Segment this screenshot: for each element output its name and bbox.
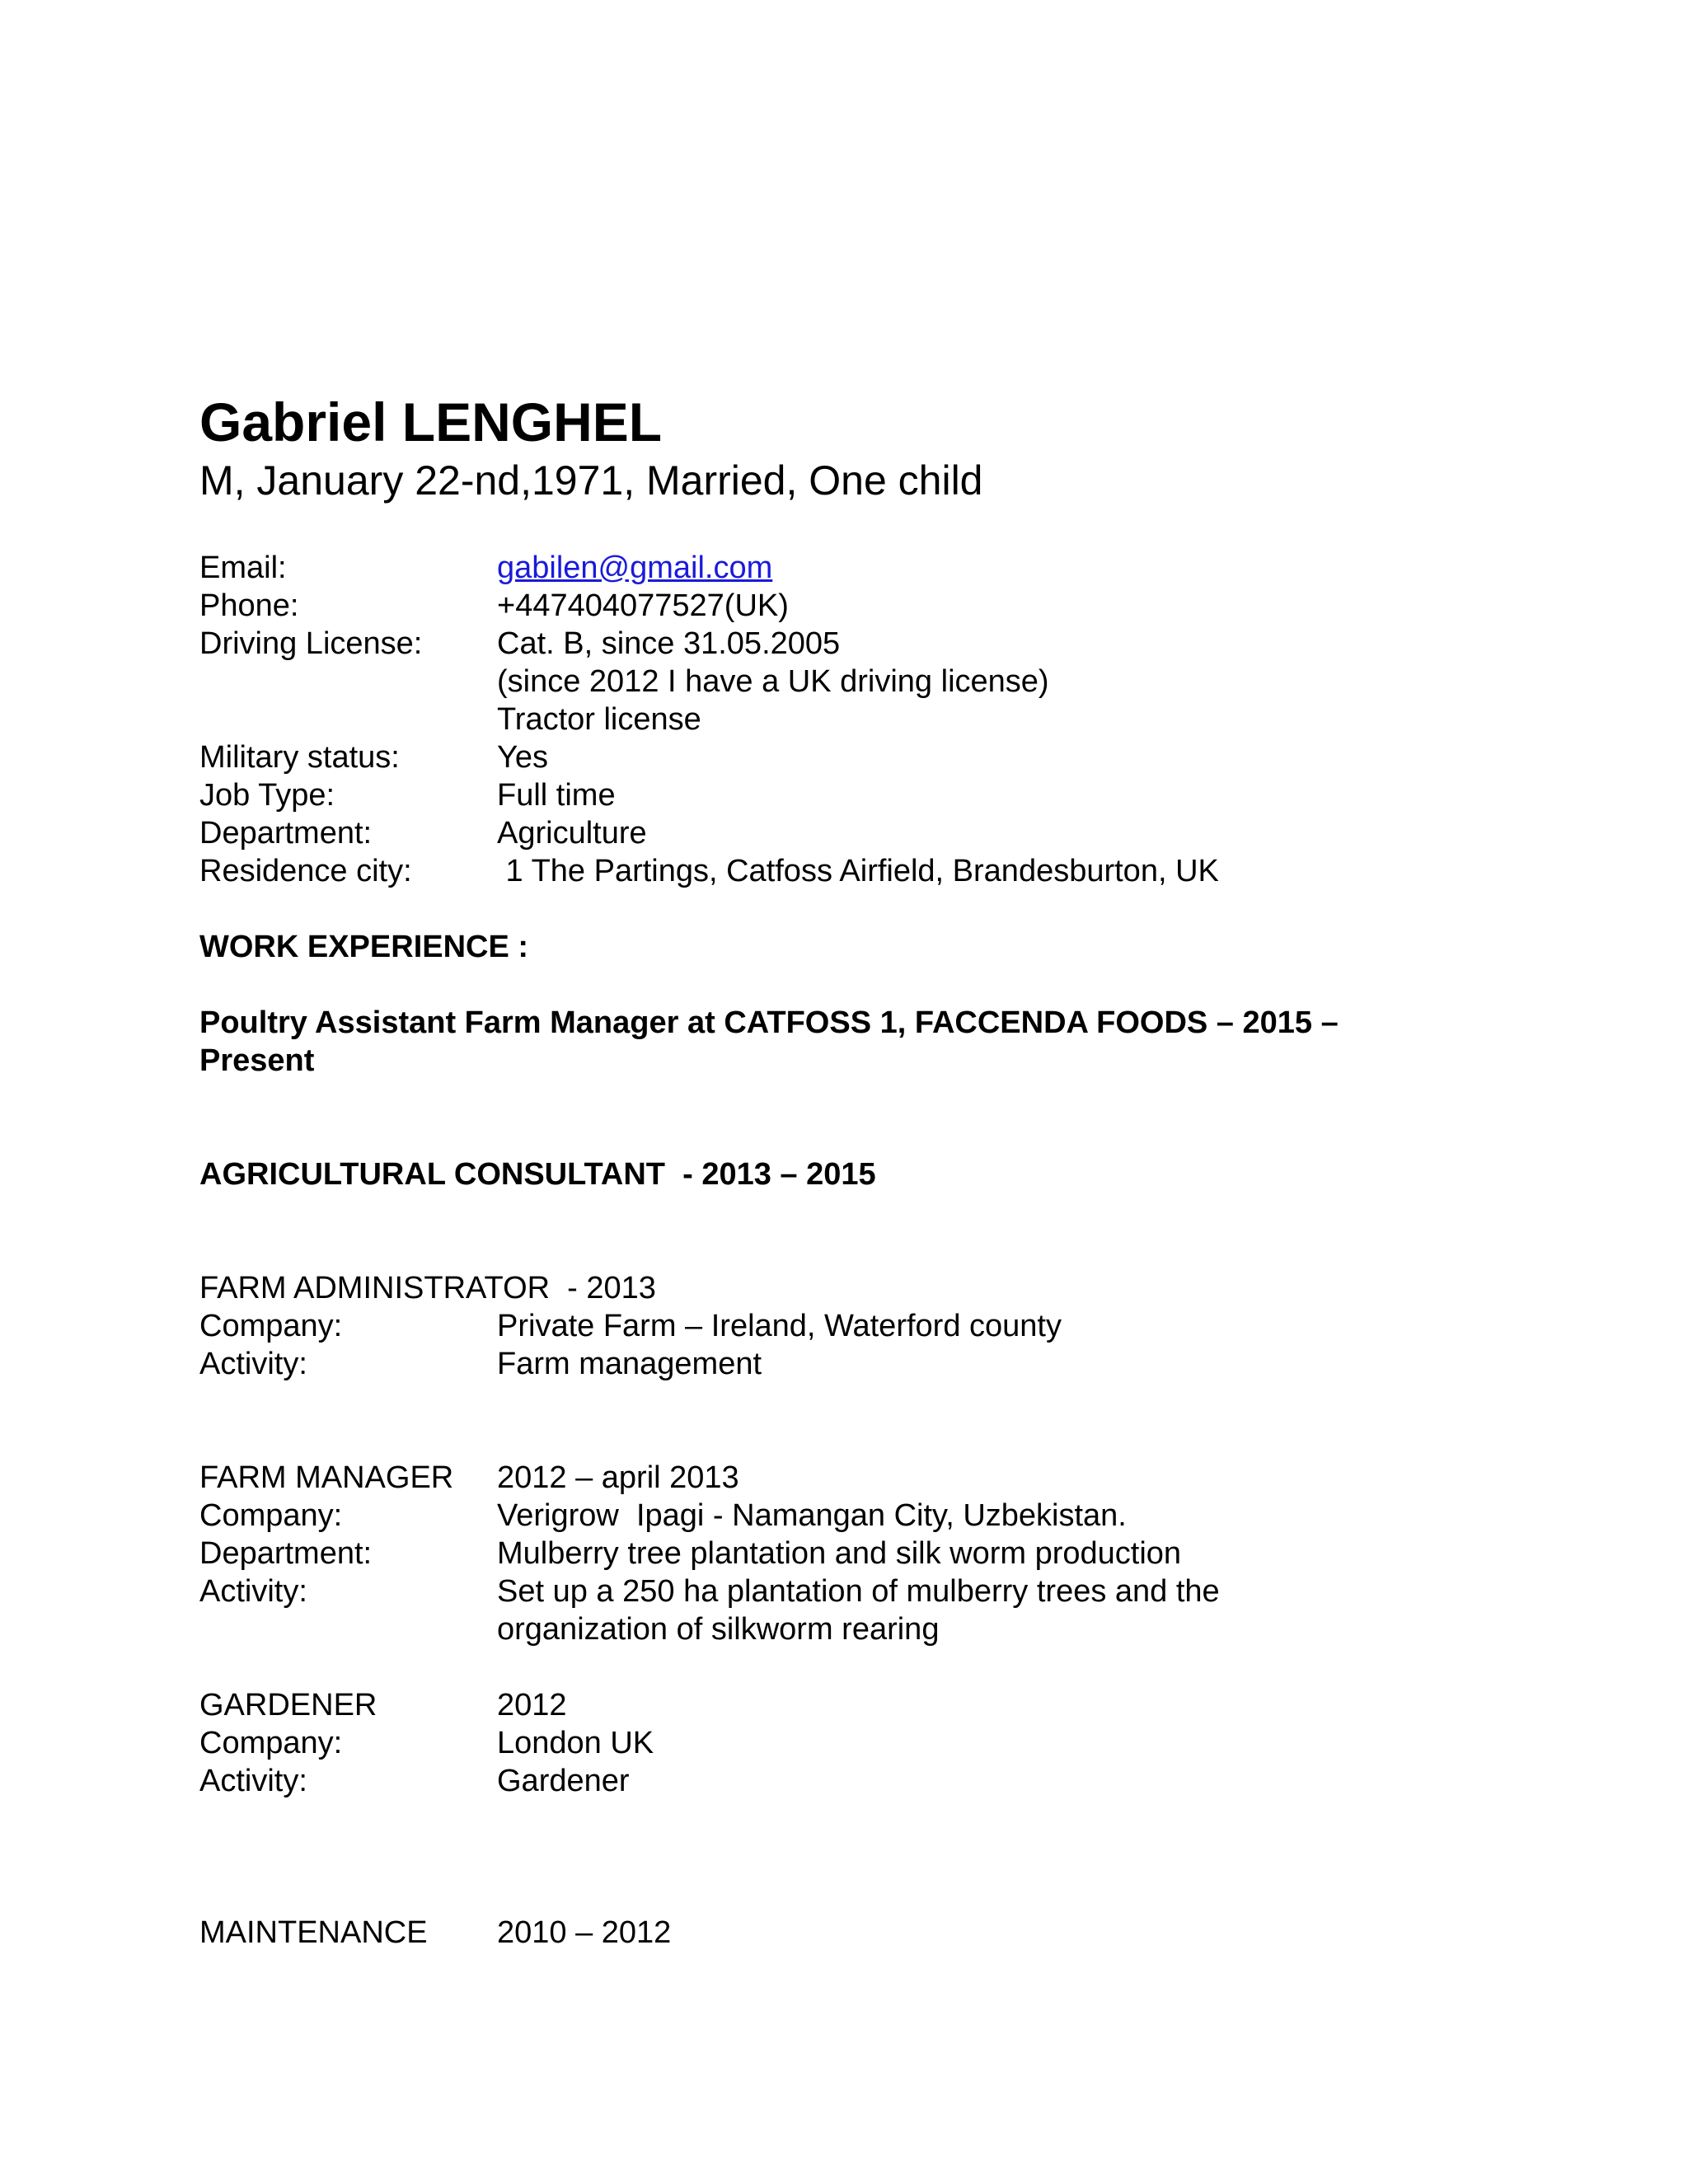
job-type-label: Job Type: bbox=[199, 778, 335, 813]
phone-row bbox=[199, 587, 1518, 625]
company-value: Verigrow Ipagi - Namangan City, Uzbekistan. bbox=[497, 1498, 1127, 1533]
department-row bbox=[199, 814, 1518, 852]
entry-title-row bbox=[199, 1459, 1518, 1497]
driving-license-label: Driving License: bbox=[199, 626, 423, 661]
activity-label: Activity: bbox=[199, 1574, 307, 1609]
email-row bbox=[199, 549, 1518, 587]
driving-license-line: Cat. B, since 31.05.2005 bbox=[497, 626, 841, 661]
driving-license-line: Tractor license bbox=[497, 702, 701, 737]
phone-label: Phone: bbox=[199, 588, 299, 623]
company-value: London UK bbox=[497, 1726, 654, 1760]
phone-value: +447404077527(UK) bbox=[497, 588, 789, 623]
company-row bbox=[199, 1724, 1518, 1762]
current-position: Poultry Assistant Farm Manager at CATFOSS 1, FACCENDA FOODS – 2015 – Present bbox=[199, 1005, 1339, 1078]
company-value: Private Farm – Ireland, Waterford county bbox=[497, 1309, 1062, 1343]
activity-label: Activity: bbox=[199, 1764, 307, 1798]
company-row bbox=[199, 1307, 1518, 1345]
entry-period: 2012 – april 2013 bbox=[497, 1460, 739, 1495]
military-value: Yes bbox=[497, 740, 548, 775]
resume-page bbox=[199, 389, 1518, 1952]
activity-value: Gardener bbox=[497, 1764, 630, 1798]
activity-row bbox=[199, 1345, 1518, 1383]
entry-period: 2012 bbox=[497, 1688, 567, 1722]
company-label: Company: bbox=[199, 1726, 343, 1760]
residence-label: Residence city: bbox=[199, 854, 412, 888]
department-row bbox=[199, 1535, 1518, 1572]
work-experience-heading: WORK EXPERIENCE : bbox=[199, 930, 529, 964]
gardener-entry bbox=[199, 1686, 1518, 1800]
entry-title-row bbox=[199, 1269, 1518, 1307]
department-value: Agriculture bbox=[497, 816, 647, 851]
activity-value: Set up a 250 ha plantation of mulberry trees and the organization of silkworm rearing bbox=[497, 1574, 1220, 1647]
farm-manager-entry bbox=[199, 1459, 1518, 1648]
entry-title: MAINTENANCE bbox=[199, 1915, 428, 1950]
contact-details bbox=[199, 549, 1518, 890]
activity-label: Activity: bbox=[199, 1347, 307, 1381]
activity-row bbox=[199, 1762, 1518, 1800]
company-label: Company: bbox=[199, 1309, 343, 1343]
residence-value: 1 The Partings, Catfoss Airfield, Brandesburton, UK bbox=[497, 854, 1219, 888]
activity-value: Farm management bbox=[497, 1347, 762, 1381]
entry-title: GARDENER bbox=[199, 1688, 377, 1722]
email-label: Email: bbox=[199, 551, 287, 585]
job-type-value: Full time bbox=[497, 778, 616, 813]
candidate-name: Gabriel LENGHEL bbox=[199, 391, 663, 452]
military-label: Military status: bbox=[199, 740, 400, 775]
entry-title: FARM ADMINISTRATOR - 2013 bbox=[199, 1271, 656, 1305]
personal-summary: M, January 22-nd,1971, Married, One child bbox=[199, 457, 983, 504]
residence-row bbox=[199, 852, 1518, 890]
company-label: Company: bbox=[199, 1498, 343, 1533]
entry-title-row bbox=[199, 1914, 1518, 1952]
driving-license-line: (since 2012 I have a UK driving license) bbox=[497, 664, 1049, 699]
department-label: Department: bbox=[199, 816, 373, 851]
entry-title: FARM MANAGER bbox=[199, 1460, 454, 1495]
department-label: Department: bbox=[199, 1536, 373, 1571]
driving-license-value bbox=[497, 625, 1518, 738]
driving-license-row bbox=[199, 625, 1518, 738]
consultant-position: AGRICULTURAL CONSULTANT - 2013 – 2015 bbox=[199, 1157, 876, 1192]
maintenance-entry bbox=[199, 1914, 1518, 1952]
job-type-row bbox=[199, 776, 1518, 814]
farm-administrator-entry bbox=[199, 1269, 1518, 1383]
email-link[interactable]: gabilen@gmail.com bbox=[497, 551, 773, 585]
department-value: Mulberry tree plantation and silk worm production bbox=[497, 1536, 1182, 1571]
military-row bbox=[199, 738, 1518, 776]
entry-title-row bbox=[199, 1686, 1518, 1724]
activity-row bbox=[199, 1572, 1518, 1648]
company-row bbox=[199, 1497, 1518, 1535]
entry-period: 2010 – 2012 bbox=[497, 1915, 672, 1950]
